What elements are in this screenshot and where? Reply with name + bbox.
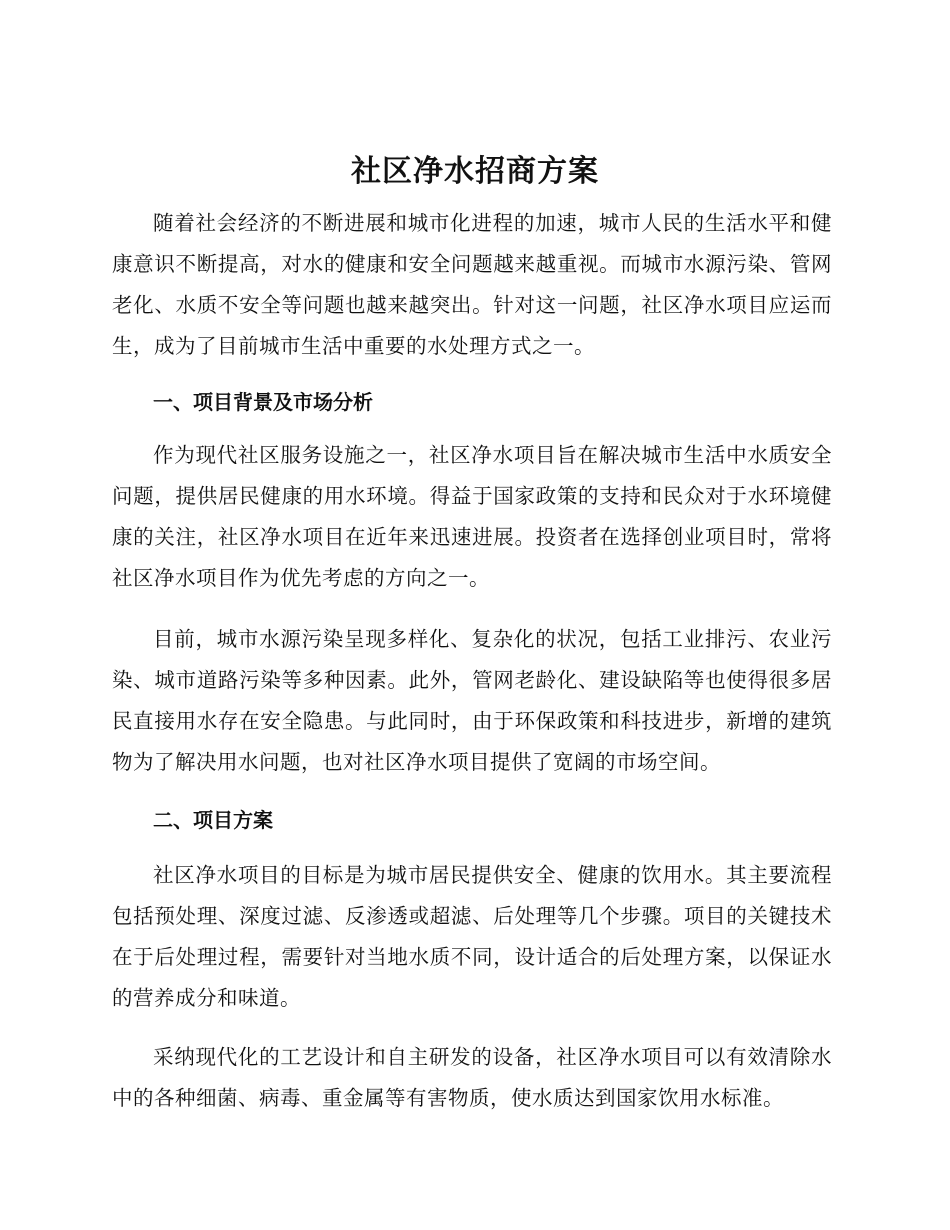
document-title: 社区净水招商方案 xyxy=(351,154,599,189)
body-paragraph: 社区净水项目的目标是为城市居民提供安全、健康的饮用水。其主要流程包括预处理、深度过滤、反渗透或超滤、后处理等几个步骤。项目的关键技术在于后处理过程，需要针对当地水质不同，设计适合的后处理方案，以保证水的营养成分和味道。 xyxy=(112,863,832,1010)
body-paragraph: 目前，城市水源污染呈现多样化、复杂化的状况，包括工业排污、农业污染、城市道路污染等多种因素。此外，管网老龄化、建设缺陷等也使得很多居民直接用水存在安全隐患。与此同时，由于环保政策和科技进步，新增的建筑物为了解决用水问题，也对社区净水项目提供了宽阔的市场空间。 xyxy=(112,627,832,774)
section-heading: 一、项目背景及市场分析 xyxy=(153,390,373,414)
body-paragraph: 采纳现代化的工艺设计和自主研发的设备，社区净水项目可以有效清除水中的各种细菌、病毒、重金属等有害物质，使水质达到国家饮用水标准。 xyxy=(112,1045,832,1110)
section-heading: 二、项目方案 xyxy=(153,808,273,832)
body-paragraph: 作为现代社区服务设施之一，社区净水项目旨在解决城市生活中水质安全问题，提供居民健康的用水环境。得益于国家政策的支持和民众对于水环境健康的关注，社区净水项目在近年来迅速进展。投资者在选择创业项目时，常将社区净水项目作为优先考虑的方向之一。 xyxy=(112,443,832,590)
intro-paragraph: 随着社会经济的不断进展和城市化进程的加速，城市人民的生活水平和健康意识不断提高，对水的健康和安全问题越来越重视。而城市水源污染、管网老化、水质不安全等问题也越来越突出。针对这一问题，社区净水项目应运而生，成为了目前城市生活中重要的水处理方式之一。 xyxy=(112,211,832,358)
